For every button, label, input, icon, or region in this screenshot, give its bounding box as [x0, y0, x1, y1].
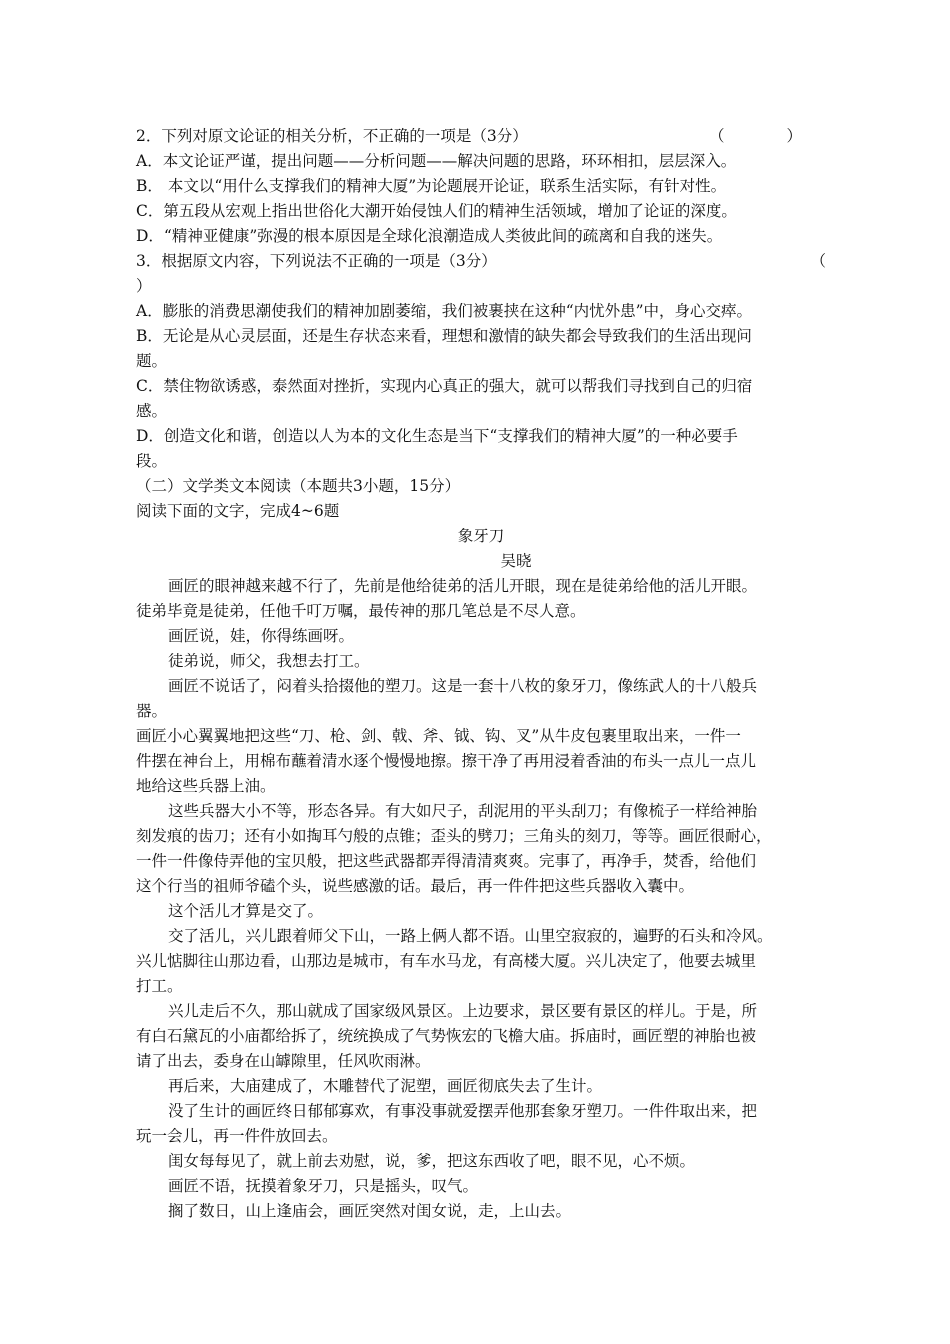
question-3-option-c: C．禁住物欲诱惑，泰然面对挫折，实现内心真正的强大，就可以帮我们寻找到自己的归宿 [136, 377, 753, 395]
question-3-option-b: B．无论是从心灵层面，还是生存状态来看，理想和激情的缺失都会导致我们的生活出现问 [136, 327, 752, 345]
story-line: 地给这些兵器上油。 [136, 777, 276, 795]
question-3-stem-line [136, 249, 826, 274]
story-line: 闺女每每见了，就上前去劝慰，说，爹，把这东西收了吧，眼不见，心不烦。 [168, 1152, 696, 1170]
question-2-stem-line [136, 124, 826, 149]
page-content [136, 124, 826, 1224]
section-instruction: 阅读下面的文字，完成4~6题 [136, 502, 340, 520]
story-line: 这个活儿才算是交了。 [168, 902, 324, 920]
story-line: 玩一会儿，再一件件放回去。 [136, 1127, 338, 1145]
story-line: 画匠小心翼翼地把这些“刀、枪、剑、戟、斧、钺、钩、叉”从牛皮包裹里取出来，一件一 [136, 727, 741, 745]
question-3-option-d-cont: 段。 [136, 452, 168, 470]
story-line: 件摆在神台上，用棉布蘸着清水逐个慢慢地擦。擦干净了再用浸着香油的布头一点儿一点儿 [136, 752, 757, 770]
story-line: 兴儿走后不久，那山就成了国家级风景区。上边要求，景区要有景区的样儿。于是，所 [168, 1002, 758, 1020]
story-line: 画匠不说话了，闷着头拾掇他的塑刀。这是一套十八枚的象牙刀，像练武人的十八般兵 [168, 677, 758, 695]
story-line: 画匠的眼神越来越不行了，先前是他给徒弟的活儿开眼，现在是徒弟给他的活儿开眼。 [168, 577, 758, 595]
story-line: 徒弟毕竟是徒弟，任他千叮万嘱，最传神的那几笔总是不尽人意。 [136, 602, 586, 620]
question-2-option-d: D．“精神亚健康”弥漫的根本原因是全球化浪潮造成人类彼此间的疏离和自我的迷失。 [136, 227, 723, 245]
story-title: 象牙刀 [457, 527, 505, 545]
story-line: 画匠不语，抚摸着象牙刀，只是摇头，叹气。 [168, 1177, 479, 1195]
question-2-stem: 2．下列对原文论证的相关分析，不正确的一项是（3分） [136, 127, 528, 145]
story-line: 这些兵器大小不等，形态各异。有大如尺子，刮泥用的平头刮刀；有像梳子一样给神胎 [168, 802, 758, 820]
story-line: 交了活儿，兴儿跟着师父下山，一路上俩人都不语。山里空寂寂的，遍野的石头和冷风。 [168, 927, 773, 945]
story-line: 打工。 [136, 977, 183, 995]
story-line: 这个行当的祖师爷磕个头，说些感激的话。最后，再一件件把这些兵器收入囊中。 [136, 877, 695, 895]
question-3-bracket-open: （ [810, 252, 826, 270]
story-line: 再后来，大庙建成了，木雕替代了泥塑，画匠彻底失去了生计。 [168, 1077, 603, 1095]
question-3-option-d: D．创造文化和谐，创造以人为本的文化生态是当下“支撑我们的精神大厦”的一种必要手 [136, 427, 738, 445]
story-line: 请了出去，委身在山罅隙里，任风吹雨淋。 [136, 1052, 431, 1070]
story-line: 搁了数日，山上逢庙会，画匠突然对闺女说，走，上山去。 [168, 1202, 572, 1220]
question-2-option-c: C．第五段从宏观上指出世俗化大潮开始侵蚀人们的精神生活领域，增加了论证的深度。 [136, 202, 737, 220]
story-line: 有白石黛瓦的小庙都给拆了，统统换成了气势恢宏的飞檐大庙。拆庙时，画匠塑的神胎也被 [136, 1027, 757, 1045]
story-line: 兴儿惦脚往山那边看，山那边是城市，有车水马龙，有高楼大厦。兴儿决定了，他要去城里 [136, 952, 757, 970]
story-body [136, 574, 826, 1224]
question-2-option-a: A．本文论证严谨，提出问题——分析问题——解决问题的思路，环环相扣，层层深入。 [136, 152, 737, 170]
question-3-option-a: A．膨胀的消费思潮使我们的精神加剧萎缩，我们被裹挟在这种“内忧外患”中，身心交瘁。 [136, 302, 753, 320]
section-heading: （二）文学类文本阅读（本题共3小题，15分） [136, 477, 461, 495]
story-line: 徒弟说，师父，我想去打工。 [168, 652, 370, 670]
question-2-answer-bracket: （ ） [708, 127, 802, 145]
question-3-option-c-cont: 感。 [136, 402, 168, 420]
question-3-bracket-close: ） [136, 277, 152, 295]
story-line: 没了生计的画匠终日郁郁寡欢，有事没事就爱摆弄他那套象牙塑刀。一件件取出来，把 [168, 1102, 758, 1120]
story-line: 刻发痕的齿刀；还有小如掏耳勺般的点锥；歪头的劈刀；三角头的刻刀，等等。画匠很耐心， [136, 827, 772, 845]
question-3-stem: 3．根据原文内容，下列说法不正确的一项是（3分） [136, 252, 497, 270]
question-3-option-b-cont: 题。 [136, 352, 168, 370]
story-line: 器。 [136, 702, 168, 720]
story-line: 一件一件像侍弄他的宝贝般，把这些武器都弄得清清爽爽。完事了，再净手，焚香，给他们 [136, 852, 757, 870]
story-author: 吴晓 [500, 552, 532, 570]
story-line: 画匠说，娃，你得练画呀。 [168, 627, 355, 645]
question-2-option-b: B． 本文以“用什么支撑我们的精神大厦”为论题展开论证，联系生活实际，有针对性。 [136, 177, 727, 195]
